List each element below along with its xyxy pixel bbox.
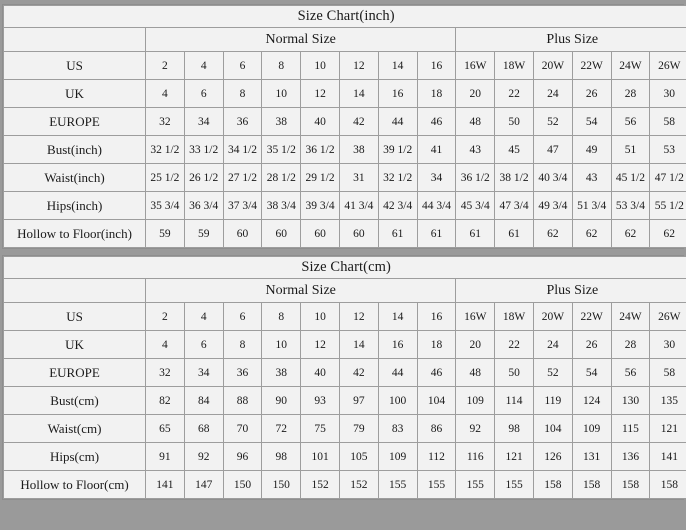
cell: 2 (146, 52, 185, 80)
cell: 82 (146, 387, 185, 415)
cell: 32 (146, 108, 185, 136)
cell: 155 (495, 471, 534, 499)
row-label-hips: Hips(inch) (4, 192, 146, 220)
cell: 45 (495, 136, 534, 164)
cell: 158 (650, 471, 686, 499)
cell: 150 (223, 471, 262, 499)
cell: 59 (184, 220, 223, 248)
cell: 109 (456, 387, 495, 415)
cell: 158 (611, 471, 650, 499)
cell: 48 (456, 359, 495, 387)
cell: 70 (223, 415, 262, 443)
cell: 4 (146, 80, 185, 108)
size-chart-inch-body (4, 6, 686, 248)
cell: 98 (495, 415, 534, 443)
cell: 32 1/2 (378, 164, 417, 192)
cell: 18W (495, 52, 534, 80)
cell: 50 (495, 108, 534, 136)
cell: 8 (223, 331, 262, 359)
cell: 16W (456, 303, 495, 331)
cell: 47 1/2 (650, 164, 686, 192)
cell: 4 (184, 303, 223, 331)
cell: 96 (223, 443, 262, 471)
cell: 61 (456, 220, 495, 248)
group-header-plus-size: Plus Size (456, 28, 686, 52)
cell: 150 (262, 471, 301, 499)
table-row (4, 387, 686, 415)
cell: 55 1/2 (650, 192, 686, 220)
cell: 93 (301, 387, 340, 415)
cell: 10 (301, 303, 340, 331)
cell: 28 (611, 331, 650, 359)
cell: 121 (495, 443, 534, 471)
row-label-hollow-to-floor: Hollow to Floor(inch) (4, 220, 146, 248)
cell: 53 3/4 (611, 192, 650, 220)
cell: 8 (262, 303, 301, 331)
cell: 26 (572, 80, 611, 108)
cell: 22W (572, 303, 611, 331)
cell: 90 (262, 387, 301, 415)
cell: 32 (146, 359, 185, 387)
table-row (4, 192, 686, 220)
cell: 52 (533, 108, 572, 136)
row-label-europe: EUROPE (4, 108, 146, 136)
table-row (4, 52, 686, 80)
cell: 158 (572, 471, 611, 499)
row-label-waist: Waist(cm) (4, 415, 146, 443)
cell: 44 3/4 (417, 192, 456, 220)
group-header-normal-size: Normal Size (146, 28, 456, 52)
cell: 8 (223, 80, 262, 108)
cell: 104 (417, 387, 456, 415)
cell: 141 (650, 443, 686, 471)
cell: 68 (184, 415, 223, 443)
cell: 51 3/4 (572, 192, 611, 220)
cell: 26W (650, 303, 686, 331)
page-title-cm: Size Chart(cm) (4, 257, 686, 279)
group-header-row (4, 279, 686, 303)
cell: 49 (572, 136, 611, 164)
cell: 79 (339, 415, 378, 443)
cell: 18W (495, 303, 534, 331)
cell: 25 1/2 (146, 164, 185, 192)
cell: 22 (495, 80, 534, 108)
cell: 14 (339, 80, 378, 108)
cell: 47 (533, 136, 572, 164)
cell: 51 (611, 136, 650, 164)
row-label-us: US (4, 303, 146, 331)
group-header-spacer (4, 28, 146, 52)
cell: 152 (301, 471, 340, 499)
cell: 104 (533, 415, 572, 443)
cell: 53 (650, 136, 686, 164)
cell: 18 (417, 331, 456, 359)
cell: 22 (495, 331, 534, 359)
cell: 136 (611, 443, 650, 471)
cell: 28 1/2 (262, 164, 301, 192)
cell: 44 (378, 359, 417, 387)
cell: 4 (146, 331, 185, 359)
cell: 135 (650, 387, 686, 415)
cell: 29 1/2 (301, 164, 340, 192)
cell: 41 (417, 136, 456, 164)
cell: 131 (572, 443, 611, 471)
cell: 50 (495, 359, 534, 387)
cell: 101 (301, 443, 340, 471)
cell: 44 (378, 108, 417, 136)
cell: 54 (572, 359, 611, 387)
cell: 49 3/4 (533, 192, 572, 220)
cell: 12 (301, 331, 340, 359)
cell: 14 (378, 52, 417, 80)
cell: 16 (378, 331, 417, 359)
cell: 42 (339, 108, 378, 136)
cell: 46 (417, 359, 456, 387)
cell: 36 1/2 (301, 136, 340, 164)
cell: 62 (533, 220, 572, 248)
table-row (4, 331, 686, 359)
cell: 45 1/2 (611, 164, 650, 192)
cell: 36 (223, 108, 262, 136)
cell: 34 1/2 (223, 136, 262, 164)
table-row (4, 359, 686, 387)
table-row (4, 303, 686, 331)
cell: 114 (495, 387, 534, 415)
cell: 38 (262, 108, 301, 136)
cell: 32 1/2 (146, 136, 185, 164)
cell: 42 (339, 359, 378, 387)
cell: 30 (650, 331, 686, 359)
cell: 62 (572, 220, 611, 248)
row-label-bust: Bust(cm) (4, 387, 146, 415)
cell: 27 1/2 (223, 164, 262, 192)
table-row (4, 443, 686, 471)
cell: 155 (417, 471, 456, 499)
cell: 48 (456, 108, 495, 136)
cell: 8 (262, 52, 301, 80)
cell: 98 (262, 443, 301, 471)
cell: 24 (533, 80, 572, 108)
row-label-europe: EUROPE (4, 359, 146, 387)
cell: 10 (262, 80, 301, 108)
group-header-row (4, 28, 686, 52)
cell: 130 (611, 387, 650, 415)
cell: 36 3/4 (184, 192, 223, 220)
cell: 24W (611, 52, 650, 80)
cell: 12 (339, 303, 378, 331)
group-header-plus-size: Plus Size (456, 279, 686, 303)
cell: 59 (146, 220, 185, 248)
cell: 12 (301, 80, 340, 108)
cell: 91 (146, 443, 185, 471)
cell: 155 (456, 471, 495, 499)
group-header-normal-size: Normal Size (146, 279, 456, 303)
cell: 28 (611, 80, 650, 108)
row-label-uk: UK (4, 80, 146, 108)
cell: 35 3/4 (146, 192, 185, 220)
cell: 24 (533, 331, 572, 359)
cell: 20W (533, 303, 572, 331)
chart-title-row (4, 6, 686, 28)
cell: 58 (650, 359, 686, 387)
cell: 109 (378, 443, 417, 471)
cell: 60 (262, 220, 301, 248)
cell: 16W (456, 52, 495, 80)
cell: 116 (456, 443, 495, 471)
table-row (4, 415, 686, 443)
cell: 34 (417, 164, 456, 192)
cell: 26W (650, 52, 686, 80)
cell: 2 (146, 303, 185, 331)
cell: 33 1/2 (184, 136, 223, 164)
page-title-inch: Size Chart(inch) (4, 6, 686, 28)
cell: 10 (301, 52, 340, 80)
cell: 60 (223, 220, 262, 248)
cell: 126 (533, 443, 572, 471)
cell: 75 (301, 415, 340, 443)
table-row (4, 220, 686, 248)
cell: 60 (339, 220, 378, 248)
cell: 38 3/4 (262, 192, 301, 220)
row-label-hollow-to-floor: Hollow to Floor(cm) (4, 471, 146, 499)
cell: 97 (339, 387, 378, 415)
cell: 30 (650, 80, 686, 108)
cell: 92 (184, 443, 223, 471)
size-chart-inch (2, 4, 684, 249)
cell: 16 (378, 80, 417, 108)
cell: 6 (184, 80, 223, 108)
cell: 41 3/4 (339, 192, 378, 220)
cell: 12 (339, 52, 378, 80)
cell: 37 3/4 (223, 192, 262, 220)
cell: 35 1/2 (262, 136, 301, 164)
cell: 40 (301, 108, 340, 136)
cell: 26 1/2 (184, 164, 223, 192)
cell: 6 (223, 52, 262, 80)
cell: 119 (533, 387, 572, 415)
cell: 39 1/2 (378, 136, 417, 164)
table-row (4, 80, 686, 108)
cell: 4 (184, 52, 223, 80)
table-row (4, 136, 686, 164)
cell: 43 (572, 164, 611, 192)
cell: 26 (572, 331, 611, 359)
size-chart-cm-table (3, 256, 686, 499)
cell: 147 (184, 471, 223, 499)
cell: 14 (339, 331, 378, 359)
cell: 56 (611, 108, 650, 136)
row-label-hips: Hips(cm) (4, 443, 146, 471)
cell: 31 (339, 164, 378, 192)
cell: 24W (611, 303, 650, 331)
cell: 88 (223, 387, 262, 415)
cell: 83 (378, 415, 417, 443)
cell: 92 (456, 415, 495, 443)
table-row (4, 108, 686, 136)
cell: 65 (146, 415, 185, 443)
cell: 152 (339, 471, 378, 499)
chart-title-row (4, 257, 686, 279)
table-row (4, 471, 686, 499)
cell: 43 (456, 136, 495, 164)
cell: 38 (262, 359, 301, 387)
row-label-us: US (4, 52, 146, 80)
cell: 155 (378, 471, 417, 499)
cell: 40 3/4 (533, 164, 572, 192)
group-header-spacer (4, 279, 146, 303)
cell: 45 3/4 (456, 192, 495, 220)
row-label-uk: UK (4, 331, 146, 359)
cell: 47 3/4 (495, 192, 534, 220)
cell: 54 (572, 108, 611, 136)
cell: 34 (184, 108, 223, 136)
cell: 14 (378, 303, 417, 331)
cell: 109 (572, 415, 611, 443)
cell: 38 1/2 (495, 164, 534, 192)
cell: 46 (417, 108, 456, 136)
cell: 36 (223, 359, 262, 387)
cell: 18 (417, 80, 456, 108)
cell: 141 (146, 471, 185, 499)
cell: 22W (572, 52, 611, 80)
cell: 86 (417, 415, 456, 443)
cell: 6 (223, 303, 262, 331)
cell: 20 (456, 331, 495, 359)
cell: 6 (184, 331, 223, 359)
size-chart-cm-body (4, 257, 686, 499)
cell: 115 (611, 415, 650, 443)
cell: 61 (495, 220, 534, 248)
cell: 56 (611, 359, 650, 387)
cell: 60 (301, 220, 340, 248)
cell: 112 (417, 443, 456, 471)
cell: 72 (262, 415, 301, 443)
cell: 158 (533, 471, 572, 499)
cell: 62 (650, 220, 686, 248)
cell: 84 (184, 387, 223, 415)
table-row (4, 164, 686, 192)
cell: 16 (417, 303, 456, 331)
cell: 16 (417, 52, 456, 80)
row-label-bust: Bust(inch) (4, 136, 146, 164)
cell: 105 (339, 443, 378, 471)
cell: 38 (339, 136, 378, 164)
cell: 61 (417, 220, 456, 248)
row-label-waist: Waist(inch) (4, 164, 146, 192)
cell: 124 (572, 387, 611, 415)
cell: 10 (262, 331, 301, 359)
cell: 121 (650, 415, 686, 443)
cell: 100 (378, 387, 417, 415)
cell: 34 (184, 359, 223, 387)
cell: 20W (533, 52, 572, 80)
cell: 61 (378, 220, 417, 248)
cell: 20 (456, 80, 495, 108)
size-chart-inch-table (3, 5, 686, 248)
size-chart-cm (2, 255, 684, 500)
cell: 42 3/4 (378, 192, 417, 220)
cell: 58 (650, 108, 686, 136)
cell: 62 (611, 220, 650, 248)
cell: 39 3/4 (301, 192, 340, 220)
cell: 52 (533, 359, 572, 387)
cell: 40 (301, 359, 340, 387)
cell: 36 1/2 (456, 164, 495, 192)
